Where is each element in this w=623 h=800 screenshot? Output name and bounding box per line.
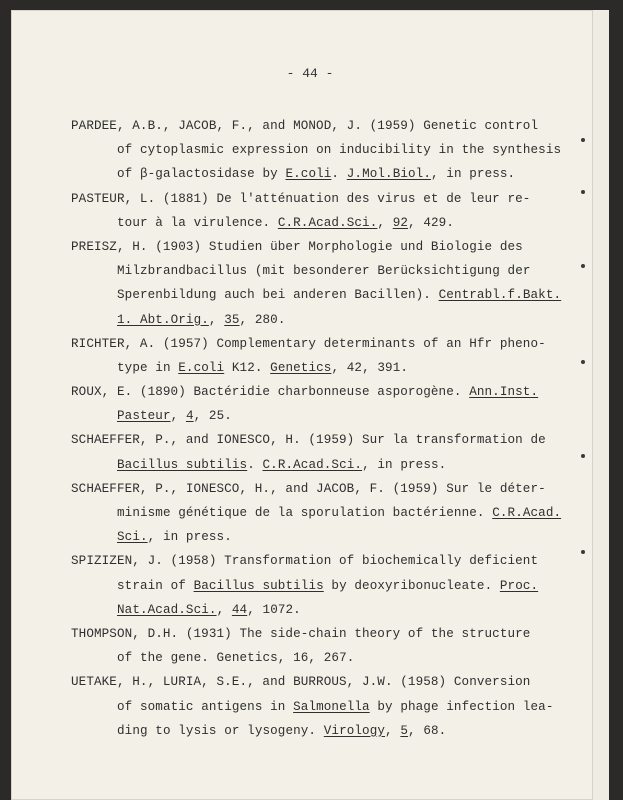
reference-text: minisme génétique de la sporulation bactérienne. — [117, 506, 493, 520]
underlined-citation: E.coli — [285, 167, 332, 182]
reference-text: by deoxyribonucleate. — [323, 578, 500, 593]
reference-text: of cytoplasmic expression on inducibility in the synthesis — [117, 143, 562, 158]
reference-text: , — [216, 602, 232, 617]
reference-line — [71, 114, 551, 138]
reference-line — [71, 670, 551, 694]
reference-text: UETAKE, H., LURIA, S.E., and BURROUS, J.W. (1958) Conversion — [71, 675, 531, 690]
underlined-citation: 1. Abt.Orig. — [117, 312, 209, 327]
underlined-citation: 35 — [224, 312, 240, 327]
reference-text: . — [331, 167, 347, 182]
reference-entry — [71, 114, 562, 187]
reference-entry — [71, 477, 562, 550]
reference-line — [71, 308, 551, 332]
reference-text: THOMPSON, D.H. (1931) The side-chain theory of the structure — [71, 626, 531, 641]
page-number: - 44 - — [286, 66, 334, 81]
reference-text: SPIZIZEN, J. (1958) Transformation of biochemically deficient — [71, 554, 539, 569]
reference-line — [71, 501, 562, 525]
hole-punch-mark — [581, 264, 585, 268]
reference-line — [71, 477, 551, 501]
reference-text: K12. — [224, 360, 271, 375]
reference-line — [71, 428, 551, 452]
reference-line — [71, 235, 551, 259]
reference-text: SCHAEFFER, P., and IONESCO, H. (1959) Sur la transformation de — [71, 433, 546, 448]
underlined-citation: Centrabl.f.Bakt. — [438, 288, 562, 303]
reference-text: of β-galactosidase by — [117, 167, 286, 182]
reference-line — [71, 695, 554, 719]
reference-line — [71, 138, 562, 162]
reference-text: PREISZ, H. (1903) Studien über Morphologie und Biologie des — [71, 239, 523, 254]
reference-text: , 68. — [408, 723, 447, 738]
reference-list — [71, 114, 562, 743]
reference-text: , in press. — [362, 457, 447, 472]
reference-text: tour à la virulence. — [117, 215, 278, 230]
reference-entry — [71, 670, 554, 743]
underlined-citation: Virology — [323, 723, 386, 738]
hole-punch-mark — [581, 454, 585, 458]
reference-text: , in press. — [147, 530, 232, 545]
reference-text: , 429. — [408, 215, 454, 230]
reference-text: ding to lysis or lysogeny. — [117, 723, 324, 738]
reference-text: , — [170, 409, 186, 424]
reference-text: strain of — [117, 578, 194, 593]
hole-punch-mark — [581, 550, 585, 554]
underlined-citation: Nat.Acad.Sci. — [117, 602, 217, 617]
reference-line — [71, 574, 551, 598]
underlined-citation: Proc. — [499, 578, 539, 593]
document-page — [11, 10, 609, 800]
reference-entry — [71, 428, 551, 476]
reference-text: , in press. — [430, 167, 516, 182]
reference-text: , 25. — [193, 409, 232, 424]
underlined-citation: J.Mol.Biol. — [346, 167, 431, 182]
reference-line — [71, 598, 551, 622]
reference-text: , 1072. — [247, 602, 301, 617]
underlined-citation: 5 — [400, 723, 409, 738]
reference-text: type in — [117, 360, 179, 375]
underlined-citation: 44 — [231, 602, 248, 617]
reference-line — [71, 622, 551, 646]
reference-line — [71, 646, 551, 670]
reference-text: , — [377, 215, 393, 230]
underlined-citation: Ann.Inst. — [469, 385, 539, 400]
reference-text: of somatic antigens in — [117, 699, 294, 714]
underlined-citation: Bacillus subtilis — [193, 578, 324, 593]
hole-punch-mark — [581, 138, 585, 142]
reference-text: , — [208, 312, 225, 327]
hole-punch-mark — [581, 360, 585, 364]
reference-text: , 42, 391. — [331, 360, 409, 375]
reference-line — [71, 259, 551, 283]
reference-line — [71, 549, 551, 573]
reference-entry — [71, 332, 551, 380]
reference-text: , — [385, 723, 401, 738]
reference-entry — [71, 235, 562, 332]
underlined-citation: 92 — [392, 215, 409, 230]
underlined-citation: E.coli — [178, 360, 225, 375]
reference-text: RICHTER, A. (1957) Complementary determinants of an Hfr pheno- — [71, 336, 546, 351]
reference-line — [71, 211, 551, 235]
reference-line — [71, 283, 562, 307]
reference-line — [71, 380, 551, 404]
reference-entry — [71, 187, 551, 235]
reference-text: ROUX, E. (1890) Bactéridie charbonneuse asporogène. — [71, 385, 470, 400]
reference-line — [71, 404, 551, 428]
underlined-citation: Salmonella — [293, 699, 370, 714]
underlined-citation: Pasteur — [117, 409, 171, 424]
reference-text: PARDEE, A.B., JACOB, F., and MONOD, J. (1959) Genetic control — [71, 119, 539, 133]
underlined-citation: Genetics — [270, 360, 332, 375]
reference-line — [71, 719, 551, 743]
underlined-citation: C.R.Acad.Sci. — [277, 215, 378, 230]
reference-line — [71, 525, 551, 549]
reference-line — [71, 187, 551, 211]
reference-text: , 280. — [239, 312, 286, 327]
hole-punch-mark — [581, 190, 585, 194]
reference-line — [71, 162, 551, 186]
reference-text: . — [247, 457, 263, 472]
reference-line — [71, 453, 551, 477]
page-edge — [592, 10, 609, 800]
reference-entry — [71, 380, 551, 428]
reference-line — [71, 356, 551, 380]
reference-text: of the gene. Genetics, 16, 267. — [117, 651, 355, 666]
reference-entry — [71, 549, 551, 622]
reference-text: PASTEUR, L. (1881) De l'atténuation des virus et de leur re- — [71, 191, 531, 206]
reference-text: by phage infection lea- — [369, 699, 554, 714]
underlined-citation: Sci. — [117, 530, 148, 545]
underlined-citation: C.R.Acad.Sci. — [262, 457, 363, 472]
underlined-citation: C.R.Acad. — [492, 506, 562, 520]
underlined-citation: Bacillus subtilis — [117, 457, 248, 472]
reference-text: SCHAEFFER, P., IONESCO, H., and JACOB, F. (1959) Sur le déter- — [71, 481, 546, 496]
underlined-citation: 4 — [185, 409, 194, 424]
reference-line — [71, 332, 551, 356]
reference-text: Sperenbildung auch bei anderen Bacillen). — [117, 288, 439, 303]
reference-text: Milzbrandbacillus (mit besonderer Berücksichtigung der — [117, 264, 531, 279]
reference-entry — [71, 622, 551, 670]
